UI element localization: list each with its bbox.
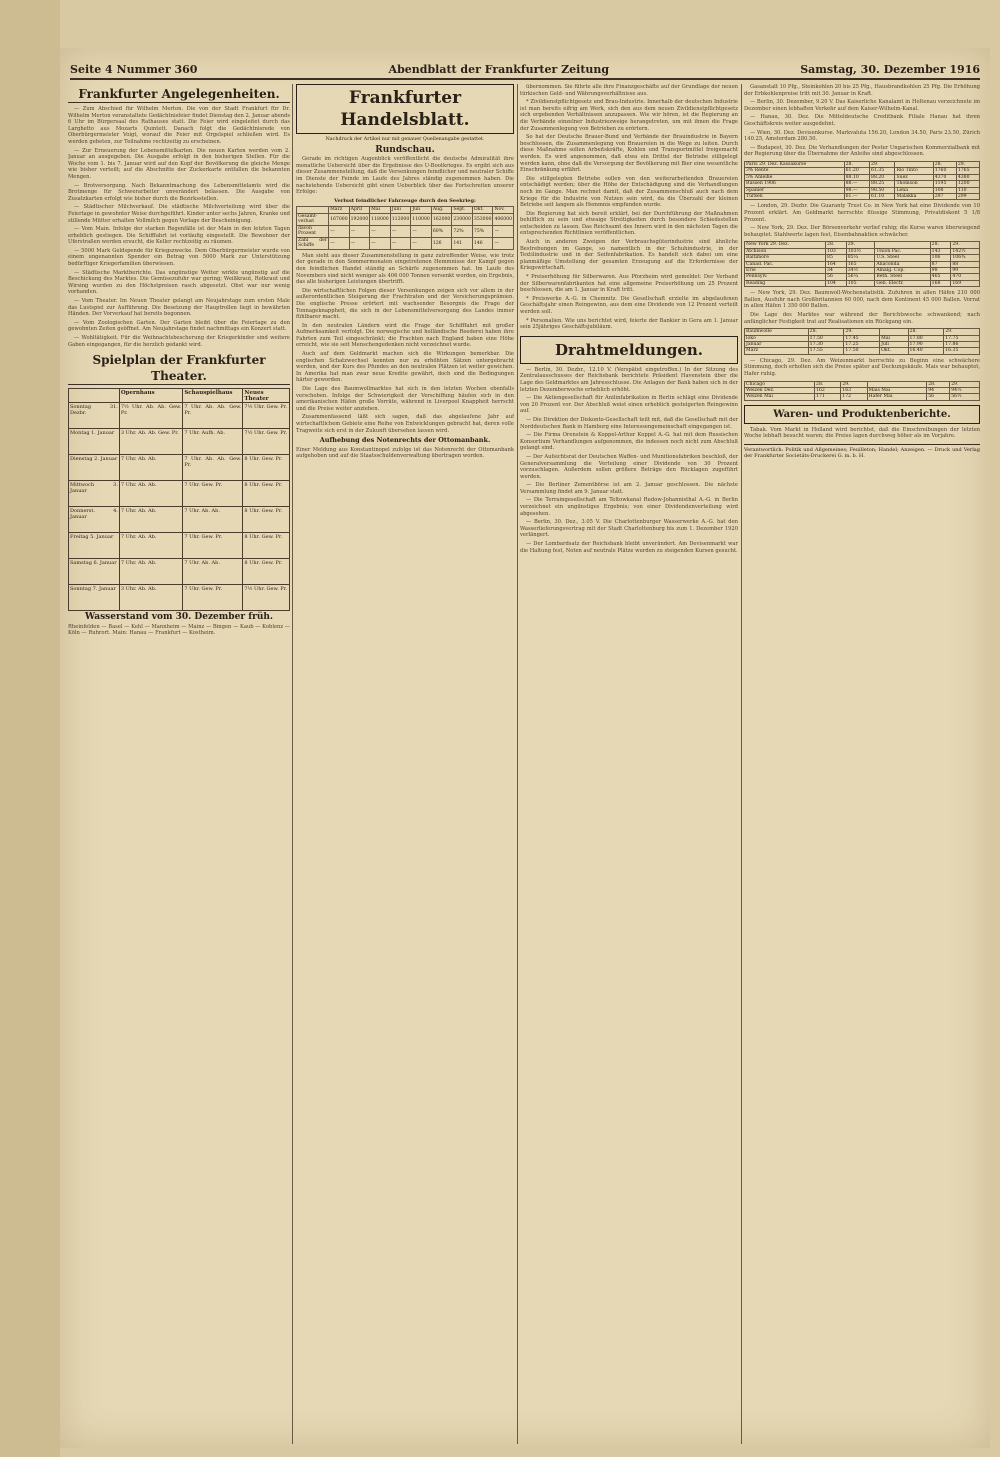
ship-loss-table: März April Mai Juni Juli Aug. Sept. Okt. Nov. Gesamt-verlust 167000 192000 118000 112000 110000 162000 230000 353000 406000 davon Prozent — — — — — 60% 72% 75% — Zahl der Schiffe — — — — — 126 141 146 — <box>298 207 512 249</box>
theater-day: Dienstag 2. Januar <box>69 455 120 481</box>
theater-day: Donnerst. 4. Januar <box>69 507 120 533</box>
review-subtitle: Rundschau. <box>375 144 435 155</box>
market-text-5: Tabak. Vom Markt in Holland wird berichtet, daß die Einschreibungen der letzten Woche lebhaft besucht waren; die Preise lagen durchweg höher als im Vorjahre. <box>744 426 980 440</box>
newspaper-page <box>60 48 990 1448</box>
industry-text: übernommen. Sie führte alle ihre Finanzgeschäfte auf der Grundlage der neuen türkischen Geld- und Währungsverhältnisse aus. * Zivildienstpflichtgesetz und Brau-Industrie. Innerhalb der deutschen Industrie ist man bereits eifrig am Werk, sich den aus dem neuen Zivildienstpflichtgesetz sich ergebenden Verhältnissen anzupassen. Wie wir hören, ist die Regierung an die Verbände einzelner Industriezweige herangetreten, um mit ihnen die Frage der Zusammenlegung von Betrieben zu erörtern. So hat der Deutsche Brauer-Bund und Verbände der Brauindustrie in Bayern beschlossen, die Zusammenlegung von Brauereien in die Wege zu leiten. Durch diese Maßnahme sollen Arbeitskräfte, Kohlen und Transportmittel freigemacht werden. Es wird angenommen, daß etwa ein Drittel der Betriebe stillgelegt werden kann, ohne daß die Versorgung der Bevölkerung mit Bier eine wesentliche Einschränkung erfährt. Die stillgelegten Betriebe sollen von den weiterarbeitenden Brauereien entschädigt werden; über die Höhe der Entschädigung sind die Verhandlungen noch im Gange. Man rechnet damit, daß der Zusammenschluß auch nach dem Kriege für die Industrie von Nutzen sein wird, da die Überzahl der kleinen Betriebe seit langem als Hemmnis empfunden wurde. Die Regierung hat sich bereit erklärt, bei der Durchführung der Maßnahmen behilflich zu sein und etwaige Streitigkeiten durch besondere Schiedsstellen entscheiden zu lassen. Das Reichsamt des Innern wird in den nächsten Tagen die entsprechenden Richtlinien veröffentlichen. Auch in anderen Zweigen der Verbrauchsgüterindustrie sind ähnliche Bestrebungen im Gange, so namentlich in der Schuhindustrie, in der Textilindustrie und in der Seifenfabrikation. Es handelt sich dabei um eine planmäßige Umstellung der gesamten Erzeugung auf die Erfordernisse der Kriegswirtschaft. * Preiserhöhung für Silberwaren. Aus Pforzheim wird gemeldet: Der Verband der Silberwarenfabrikanten hat eine allgemeine Preiserhöhung um 25 Prozent beschlossen, die am 1. Januar in Kraft tritt. * Preiswerke A.-G. in Chemnitz. Die Gesellschaft erzielte im abgelaufenen Geschäftsjahr einen Reingewinn, aus dem eine Dividende von 12 Prozent verteilt werden soll. * Personalien. Wie uns berichtet wird, feierte der Bankier in Gera am 1. Januar sein 25jähriges Geschäftsjubiläum. <box>520 84 738 331</box>
paris-exchange-table: Paris 29. Dez. Kassakurse 28. 29. 28. 29. 3% Rente 61.20 61.35 Rio Tinto 1760 1765 5% Anleihe 88.10 88.20 Suez 4370 4380 Russen 1906 88.— 88.25 Thomson 1195 1200 Spanier 98.— 98.50 Lena 108 110 Türken 61.— 61.10 Malakka 297 299 <box>744 161 980 200</box>
ottoman-bank-text: Einer Meldung aus Konstantinopel zufolge ist das Notenrecht der Ottomanbank aufgehoben und auf die Staatsschuldenverwaltung übertragen worden. <box>296 446 514 460</box>
market-text-1: Gasanstalt 10 Pfg., Steinkohlen 20 bis 25 Pfg., Hausbrandkohlen 25 Pfg. Die Erhöhung der Erbkohlenpreise tritt mit 30. Januar in Kraft. — Berlin, 30. Dezember, 9.20 V. Das Kaiserliche Kanalamt in Holtenau verzeichnete im Dezember einen lebhaften Verkehr auf dem Kaiser-Wilhelm-Kanal. — Hanau, 30. Dez. Die Mitteldeutsche Creditbank Filiale Hanau hat ihren Geschäftskreis weiter ausgedehnt. — Wien, 30. Dez. Devisenkurse. Markvaluta 156.20, London 34.50, Paris 23.50, Zürich 140.25, Amsterdam 280.50. — Budapest, 30. Dez. Die Verhandlungen der Pester Ungarischen Kommerzialbank mit der Regierung über die Übernahme der Anleihe sind abgeschlossen. <box>744 84 980 158</box>
theater-day: Mittwoch 3. Januar <box>69 481 120 507</box>
section-title-local: Frankfurter Angelegenheiten. <box>68 86 290 103</box>
month-header: Juli <box>411 207 432 213</box>
month-header: Mai <box>370 207 391 213</box>
month-header: März <box>329 207 350 213</box>
month-header: Nov. <box>493 207 514 213</box>
section-title-wire: Drahtmeldungen. <box>520 336 738 364</box>
page-edge <box>0 0 60 1457</box>
cotton-table: Baumwolle 28. 29. 28. 29. loko 17.50 17.45 Mai 17.80 17.75 Januar 17.30 17.25 Juli 17.90 17.86 März 17.55 17.50 Okt. 16.40 16.35 <box>744 328 980 355</box>
market-text-2: — London, 29. Dezbr. Die Guaranty Trust Co. in New York hat eine Dividende von 10 Prozent erklärt. Am Geldmarkt herrschte flüssige Stimmung, Privatdiskont 5 1/8 Prozent. — New York, 29. Dez. Der Börsenverkehr verlief ruhig; die Kurse waren überwiegend behauptet. Stahlwerte lagen fest, Eisenbahnaktien schwächer. <box>744 203 980 238</box>
column-4 <box>744 84 980 1444</box>
header-date: Samstag, 30. Dezember 1916 <box>800 62 980 76</box>
header-masthead: Abendblatt der Frankfurter Zeitung <box>388 62 610 76</box>
header-page-number: Seite 4 Nummer 360 <box>70 62 198 76</box>
theater-day: Samstag 6. Januar <box>69 559 120 585</box>
month-header: April <box>349 207 370 213</box>
month-header: Aug. <box>431 207 452 213</box>
newyork-exchange-table: New York 29. Dez. 28. 29. 28. 29. Atchison 103 103½ Union Pac. 143 142½ Baltimore 85 85¼ U.S. Steel 106 106¾ Canad. Pac. 164 165 Anaconda 87 88 Erie 34 34½ Amalg. Cop. 98 99 Pennsylv. 56 56¼ Beth. Steel 465 470 Reading 104 105 Gen. Electr. 168 169 <box>744 241 980 287</box>
column-rule <box>517 84 518 1444</box>
water-level-title: Wasserstand vom 30. Dezember früh. <box>84 612 274 623</box>
column-1 <box>68 84 290 1444</box>
imprint: Verantwortlich: Politik und Allgemeines; Feuilleton; Handel; Anzeigen. — Druck und Verlag der Frankfurter Societäts-Druckerei G. m. b. H. <box>744 444 980 459</box>
theater-header: Opernhaus <box>119 389 182 403</box>
local-news-text: — Zum Abschied für Wilhelm Merton. Die von der Stadt Frankfurt für Dr. Wilhelm Merton veranstaltete Gedächtnisfeier findet Dienstag den 2. Januar abends 6 Uhr im Bürgersaal des Rathauses statt. Die Feier wird eingeleitet durch das Larghetto aus Mozarts Quintett. Danach folgt die Gedächtnisrede von Oberbürgermeister Voigt, worauf die Feier mit Orgelspiel schließen wird. Es werden gebeten, zur Teilnahme rechtzeitig zu erscheinen. — Zur Erneuerung der Lebensmittelkarten. Die neuen Karten werden vom 2. Januar an ausgegeben. Die Ausgabe erfolgt in den bisherigen Stellen. Für die Woche vom 1. bis 7. Januar wird auf den Kopf der Bevölkerung die gleiche Menge wie bisher verteilt; auf die Abschnitte der Zuckerkarte entfallen die bekannten Mengen. — Brotversorgung. Nach Bekanntmachung des Lebensmittelamts wird die Brotmenge für Schwerarbeiter unverändert belassen. Die Ausgabe von Zusatzkarten erfolgt wie bisher durch die Bezirksstellen. — Städtischer Milchverkauf. Die städtische Milchverteilung wird über die Feiertage in gewohnter Weise durchgeführt. Kinder unter sechs Jahren, Kranke und stillende Mütter erhalten Vollmilch gegen Vorlage der Bescheinigung. — Vom Main. Infolge der starken Regenfälle ist der Main in den letzten Tagen erheblich gestiegen. Die Schifffahrt ist vorläufig eingestellt. Die Bewohner der Uferstraßen werden ersucht, die Keller rechtzeitig zu räumen. — 5000 Mark Geldspende für Kriegszwecke. Dem Oberbürgermeister wurde von einem ungenannten Spender ein Betrag von 5000 Mark zur Unterstützung bedürftiger Kriegerfamilien überwiesen. — Städtische Marktberichte. Das ungünstige Wetter wirkte ungünstig auf die Beschickung des Marktes. Die Gemüsezufuhr war gering; Weißkraut, Rotkraut und Wirsing wurden zu den Höchstpreisen rasch abgesetzt. Obst war nur wenig vorhanden. — Vom Theater. Im Neuen Theater gelangt am Neujahrstage zum ersten Male das Lustspiel zur Aufführung. Die Besetzung der Hauptrollen liegt in bewährten Händen. Der Vorverkauf hat bereits begonnen. — Vom Zoologischen Garten. Der Garten bleibt über die Feiertage zu den gewohnten Zeiten geöffnet. Am Neujahrstage findet nachmittags ein Konzert statt. — Wohltätigkeit. Für die Weihnachtsbescherung der Kriegerkinder sind weitere Gaben eingegangen, für die herzlich gedankt wird. <box>68 106 290 348</box>
month-header: Okt. <box>472 207 493 213</box>
column-rule <box>292 84 293 1444</box>
grain-table: Chicago 28. 29. 28. 29. Weizen Dez. 162 163 Mais Mai 94 94½ Weizen Mai 171 172 Hafer Mai 56 56½ <box>744 381 980 401</box>
review-text-1: Gerade im richtigen Augenblick veröffentlicht die deutsche Admiralität ihre monatliche Uebersicht über die Ergebnisse des U-Bootkrieges. Es ergibt sich aus dieser Zusammenstellung, daß die Versenkungen feindlicher und neutraler Schiffe im Dienste der Feinde im Laufe des Jahres ständig zugenommen haben. Die nachstehende Uebersicht gibt einen Ueberblick über das Fortschreiten unserer Erfolge: <box>296 156 514 196</box>
column-3 <box>520 84 738 1444</box>
theater-day: Sonntag 31. Dezbr. <box>69 403 120 429</box>
theater-header: Schauspielhaus <box>183 389 243 403</box>
water-level-text: Rheinfelden — Basel — Kehl — Mannheim — Mainz — Bingen — Kaub — Koblenz — Köln — Ruhrort. Main: Hanau — Frankfurt — Kostheim. <box>68 623 290 637</box>
ship-loss-caption: Verlust feindlicher Fahrzeuge durch den Seekrieg: <box>334 197 476 204</box>
theater-day: Freitag 5. Januar <box>69 533 120 559</box>
page-header <box>70 60 980 80</box>
section-title-markets: Waren- und Produktenberichte. <box>744 405 980 424</box>
theater-schedule-table: Opernhaus Schauspielhaus Neues Theater Sonntag 31. Dezbr. 7½ Uhr. Ab. Ab. Gew. Pr. 7 Uhr. Ab. Ab. Gew. Pr. 7½ Uhr. Gew. Pr. Montag 1. Januar 3 Uhr. Ab. Ab. Gew. Pr. 7 Uhr. Aufh. Ab. 7½ Uhr. Gew. Pr. Dienstag 2. Januar 7 Uhr. Ab. Ab. 7 Uhr. Ab. Ab. Gew. Pr. 8 Uhr. Gew. Pr. Mittwoch 3. Januar 7 Uhr. Ab. Ab. 7 Uhr. Gew. Pr. 8 Uhr. Gew. Pr. Donnerst. 4. Januar 7 Uhr. Ab. Ab. 7 Uhr. Ab. Ab. 8 Uhr. Gew. Pr. Freitag 5. Januar 7 Uhr. Ab. Ab. 7 Uhr. Gew. Pr. 8 Uhr. Gew. Pr. Samstag 6. Januar 7 Uhr. Ab. Ab. 7 Uhr. Ab. Ab. 8 Uhr. Gew. Pr. Sonntag 7. Januar 3 Uhr. Ab. Ab. 7 Uhr. Gew. Pr. 7½ Uhr. Gew. Pr. <box>68 388 290 611</box>
column-rule <box>741 84 742 1444</box>
theater-schedule-title: Spielplan der Frankfurter Theater. <box>68 352 290 385</box>
month-header: Sept. <box>452 207 473 213</box>
wire-news-text: — Berlin, 30. Dezbr., 12.10 V. (Verspätet eingetroffen.) In der Sitzung des Zentralausschusses der Reichsbank berichtete Präsident Havenstein über die Lage des Geldmarktes am Jahresschlusse. Die Anlagen der Bank haben sich in der letzten Dezemberwoche erheblich erhöht. — Die Aktiengesellschaft für Anilinfabrikation in Berlin schlägt eine Dividende von 20 Prozent vor. Der Abschluß weist einen erheblich gesteigerten Reingewinn auf. — Die Direktion der Diskonto-Gesellschaft teilt mit, daß die Gesellschaft mit der Norddeutschen Bank in Hamburg eine Interessengemeinschaft eingegangen ist. — Die Firma Orenstein & Koppel-Arthur Koppel A.-G. hat mit dem Russischen Konsortium Verhandlungen aufgenommen, die indessen noch nicht zum Abschluß gelangt sind. — Der Aufsichtsrat der Deutschen Waffen- und Munitionsfabriken beschloß, der Generalversammlung die Verteilung einer Dividende von 30 Prozent vorzuschlagen. Außerdem sollen größere Beträge den Rücklagen zugeführt werden. — Die Berliner Zementbörse ist am 2. Januar geschlossen. Die nächste Versammlung findet am 9. Januar statt. — Die Terraingesellschaft am Teltowkanal Rudow-Johannisthal A.-G. in Berlin verzeichnet ein ungünstiges Ergebnis; von einer Dividendenverteilung wird abgesehen. — Berlin, 30. Dez., 3.05 V. Die Charlottenburger Wasserwerke A.-G. hat den Wasserlieferungsvertrag mit der Stadt Charlottenburg bis zum 1. Dezember 1920 verlängert. — Der Lombardsatz der Reichsbank bleibt unverändert. Am Devisenmarkt war die Haltung fest, Noten auf neutrale Plätze wurden zu steigenden Kursen gesucht. <box>520 366 738 554</box>
column-2 <box>296 84 514 1444</box>
commerce-note: Nachdruck der Artikel nur mit genauer Quellenangabe gestattet. <box>325 137 485 142</box>
theater-header: Neues Theater <box>243 389 290 403</box>
month-header: Juni <box>390 207 411 213</box>
review-text-2: Man sieht aus dieser Zusammenstellung in ganz zutreffender Weise, wie trotz der gerade in den Sommermonaten eingetretenen Hemmnisse der Kampf gegen den feindlichen Handel ständig an Schärfe zugenommen hat. Im Laufe des Novembers sind nicht weniger als 406 000 Tonnen versenkt worden, ein Ergebnis, das alle bisherigen Leistungen übertrifft. Die wirtschaftlichen Folgen dieser Versenkungen zeigen sich vor allem in der außerordentlichen Steigerung der Frachtraten und der Versicherungsprämien. Die englische Presse erörtert mit wachsender Besorgnis die Frage der Tonnageknappheit, die sich in der Lebensmittelversorgung des Landes immer fühlbarer macht. In den neutralen Ländern wird die Frage der Schifffahrt mit großer Aufmerksamkeit verfolgt. Die norwegische und holländische Reederei haben ihre Fahrten zum Teil eingeschränkt; die Frachten nach England haben eine Höhe erreicht, wie sie seit Menschengedenken nicht verzeichnet wurde. Auch auf dem Geldmarkt machen sich die Wirkungen bemerkbar. Die englischen Schatzwechsel konnten nur zu erhöhten Sätzen untergebracht werden, und der Kurs des Pfundes an den neutralen Plätzen ist weiter gewichen. In Amerika hat man zwar neue Kredite gewährt, doch sind die Bedingungen härter geworden. Die Lage des Baumwollmarktes hat sich in den letzten Wochen ebenfalls verschoben. Infolge der Schwierigkeit der Verschiffung häufen sich in den amerikanischen Häfen große Vorräte, während in Liverpool Knappheit herrscht und die Preise weiter anziehen. Zusammenfassend läßt sich sagen, daß das abgelaufene Jahr auf wirtschaftlichem Gebiete eine Reihe von Entwicklungen gebracht hat, deren volle Tragweite sich erst in der Zukunft übersehen lassen wird. <box>296 252 514 434</box>
section-title-commerce: Frankfurter Handelsblatt. <box>296 84 514 134</box>
market-text-4: — Chicago, 29. Dez. Am Weizenmarkt herrschte zu Beginn eine schwächere Stimmung, doch erholten sich die Preise später auf Deckungskäufe. Mais war behauptet, Hafer ruhig. <box>744 357 980 377</box>
ottoman-bank-title: Aufhebung des Notenrechts der Ottomanbank. <box>319 436 491 445</box>
theater-day: Sonntag 7. Januar <box>69 585 120 611</box>
market-text-3: — New York, 29. Dez. Baumwoll-Wochenstatistik. Zufuhren in allen Häfen 210 000 Ballen, Ausfuhr nach Großbritannien 60 000, nach dem Kontinent 45 000 Ballen. Vorrat in allen Häfen 1 350 000 Ballen. Die Lage des Marktes war während der Berichtswoche schwankend; nach anfänglicher Festigkeit trat auf Realisationen ein Rückgang ein. <box>744 290 980 325</box>
theater-day: Montag 1. Januar <box>69 429 120 455</box>
